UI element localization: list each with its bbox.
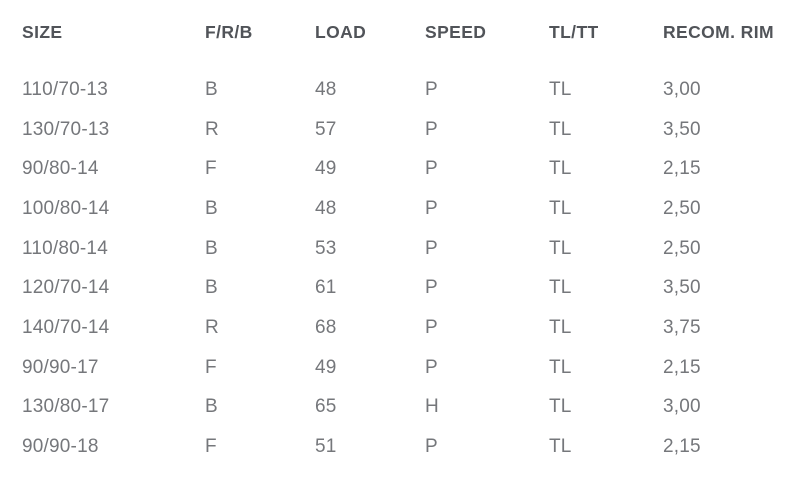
cell-load: 68	[315, 316, 337, 338]
cell-load: 49	[315, 158, 337, 180]
cell-frb: B	[205, 396, 218, 418]
cell-size: 90/80-14	[22, 158, 99, 180]
cell-speed: P	[425, 237, 438, 259]
cell-rim: 2,15	[663, 356, 701, 378]
cell-tltt: TL	[549, 118, 572, 140]
cell-frb: R	[205, 316, 219, 338]
table-row	[22, 189, 789, 229]
column-header-speed: SPEED	[425, 24, 487, 41]
table-row	[22, 348, 789, 388]
cell-tltt: TL	[549, 356, 572, 378]
cell-frb: B	[205, 197, 218, 219]
cell-frb: F	[205, 356, 217, 378]
cell-load: 49	[315, 356, 337, 378]
cell-speed: P	[425, 316, 438, 338]
cell-tltt: TL	[549, 197, 572, 219]
column-header-frb: F/R/B	[205, 24, 253, 41]
cell-frb: B	[205, 78, 218, 100]
cell-load: 53	[315, 237, 337, 259]
cell-tltt: TL	[549, 436, 572, 458]
cell-load: 48	[315, 197, 337, 219]
column-header-load: LOAD	[315, 24, 367, 41]
cell-tltt: TL	[549, 277, 572, 299]
cell-rim: 3,75	[663, 316, 701, 338]
cell-speed: P	[425, 197, 438, 219]
cell-speed: H	[425, 396, 439, 418]
table-row	[22, 149, 789, 189]
cell-size: 90/90-17	[22, 356, 99, 378]
column-header-tltt: TL/TT	[549, 24, 599, 41]
cell-load: 51	[315, 436, 337, 458]
cell-speed: P	[425, 277, 438, 299]
cell-tltt: TL	[549, 316, 572, 338]
cell-rim: 3,50	[663, 118, 701, 140]
cell-size: 90/90-18	[22, 436, 99, 458]
cell-size: 110/80-14	[22, 237, 108, 259]
cell-rim: 3,00	[663, 396, 701, 418]
cell-speed: P	[425, 78, 438, 100]
cell-speed: P	[425, 118, 438, 140]
cell-tltt: TL	[549, 237, 572, 259]
column-header-size: SIZE	[22, 24, 63, 41]
table-row	[22, 70, 789, 110]
cell-frb: F	[205, 158, 217, 180]
cell-load: 61	[315, 277, 337, 299]
cell-rim: 2,50	[663, 237, 701, 259]
cell-size: 130/70-13	[22, 118, 110, 140]
column-header-recom-rim: RECOM. RIM	[663, 24, 774, 41]
cell-speed: P	[425, 158, 438, 180]
cell-size: 100/80-14	[22, 197, 110, 219]
table-row	[22, 388, 789, 428]
cell-rim: 3,00	[663, 78, 701, 100]
cell-rim: 3,50	[663, 277, 701, 299]
cell-size: 140/70-14	[22, 316, 110, 338]
cell-rim: 2,50	[663, 197, 701, 219]
cell-speed: P	[425, 356, 438, 378]
table-row	[22, 427, 789, 467]
table-row	[22, 308, 789, 348]
table-row	[22, 110, 789, 150]
cell-frb: F	[205, 436, 217, 458]
cell-size: 110/70-13	[22, 78, 108, 100]
cell-size: 130/80-17	[22, 396, 110, 418]
cell-rim: 2,15	[663, 436, 701, 458]
cell-frb: B	[205, 277, 218, 299]
cell-speed: P	[425, 436, 438, 458]
table-header-row	[22, 24, 789, 41]
cell-frb: R	[205, 118, 219, 140]
table-body	[22, 70, 789, 467]
cell-rim: 2,15	[663, 158, 701, 180]
table-row	[22, 268, 789, 308]
cell-tltt: TL	[549, 396, 572, 418]
table-row	[22, 229, 789, 269]
cell-tltt: TL	[549, 78, 572, 100]
cell-load: 57	[315, 118, 337, 140]
cell-tltt: TL	[549, 158, 572, 180]
cell-frb: B	[205, 237, 218, 259]
cell-size: 120/70-14	[22, 277, 110, 299]
cell-load: 65	[315, 396, 337, 418]
cell-load: 48	[315, 78, 337, 100]
